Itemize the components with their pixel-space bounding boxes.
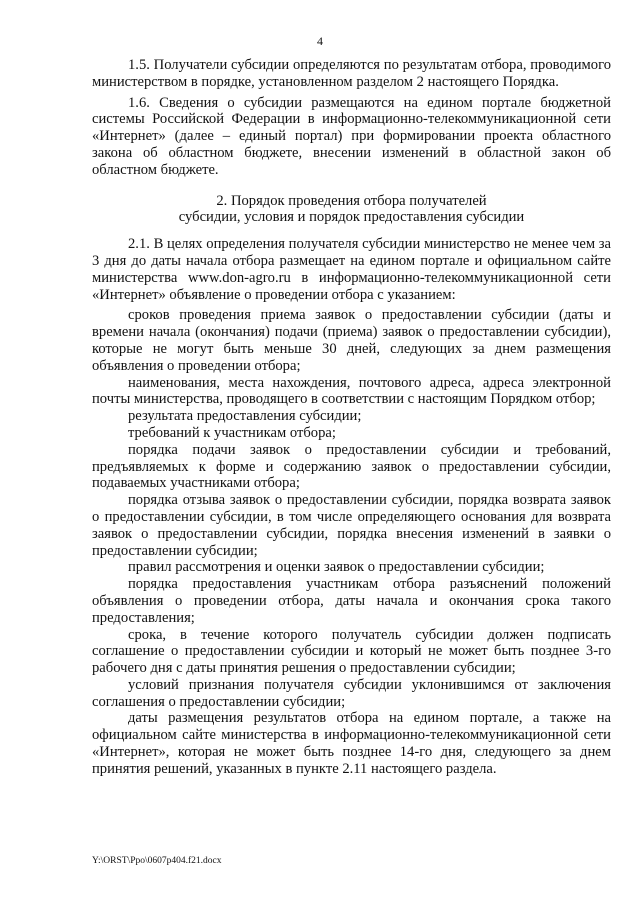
section-heading-line-1: 2. Порядок проведения отбора получателей: [216, 192, 487, 209]
list-item: условий признания получателя субсидии уклонившимся от заключения соглашения о предоставлении субсидии;: [92, 676, 611, 710]
list-item: порядка предоставления участникам отбора разъяснений положений объявления о проведении отбора, даты начала и окончания срока такого предоставления;: [92, 576, 611, 626]
paragraph-2-1: 2.1. В целях определения получателя субсидии министерство не менее чем за 3 дня до даты начала отбора размещает на едином портале и официальном сайте министерства www.don-agro.ru в информационно-телекоммуникационной сети «Интернет» объявление о проведении отбора с указанием:: [92, 236, 611, 303]
paragraph-1-6: 1.6. Сведения о субсидии размещаются на едином портале бюджетной системы Российской Федерации в информационно-телекоммуникационной сети «Интернет» (далее – единый портал) при формировании проекта областного закона об областном бюджете, внесении изменений в областной закон об областном бюджете.: [92, 94, 611, 178]
list-item: наименования, места нахождения, почтового адреса, адреса электронной почты министерства, проводящего в соответствии с настоящим Порядком отбор;: [92, 374, 611, 408]
list-item: правил рассмотрения и оценки заявок о предоставлении субсидии;: [128, 559, 545, 576]
list-item: порядка отзыва заявок о предоставлении субсидии, порядка возврата заявок о предоставлении субсидии, в том числе определяющего основания для возврата заявок о предоставлении субсидии, порядка внесения изменений в заявки о предоставлении субсидии;: [92, 492, 611, 559]
paragraph-1-5: 1.5. Получатели субсидии определяются по результатам отбора, проводимого министерством в порядке, установленном разделом 2 настоящего Порядка.: [92, 57, 611, 90]
list-item: срока, в течение которого получатель субсидии должен подписать соглашение о предоставлении субсидии и который не может быть позднее 3-го рабочего дня с даты принятия решения о предоставлении субсидии;: [92, 626, 611, 677]
document-body: [92, 57, 611, 778]
list-item: даты размещения результатов отбора на едином портале, а также на официальном сайте министерства в информационно-телекоммуникационной сети «Интернет», которая не может быть позднее 14-го дня, следующего за днем принятия решений, указанных в пункте 2.11 настоящего раздела.: [92, 710, 611, 777]
footer-file-path: Y:\ORST\Ppo\0607p404.f21.docx: [92, 856, 222, 866]
section-heading-line-2: субсидии, условия и порядок предоставления субсидии: [178, 209, 525, 226]
list-item: порядка подачи заявок о предоставлении субсидии и требований, предъявляемых к форме и содержанию заявок о предоставлении субсидии, подаваемых участниками отбора;: [92, 441, 611, 492]
list-item: сроков проведения приема заявок о предоставлении субсидии (даты и времени начала (окончания) подачи (приема) заявок о предоставлении субсидии), которые не могут быть меньше 30 дней, следующих за днем размещения объявления о проведении отбора;: [92, 307, 611, 374]
list-item: требований к участникам отбора;: [128, 424, 336, 441]
list-item: результата предоставления субсидии;: [128, 408, 362, 425]
page-number: 4: [317, 34, 323, 48]
section-heading: [92, 193, 611, 227]
